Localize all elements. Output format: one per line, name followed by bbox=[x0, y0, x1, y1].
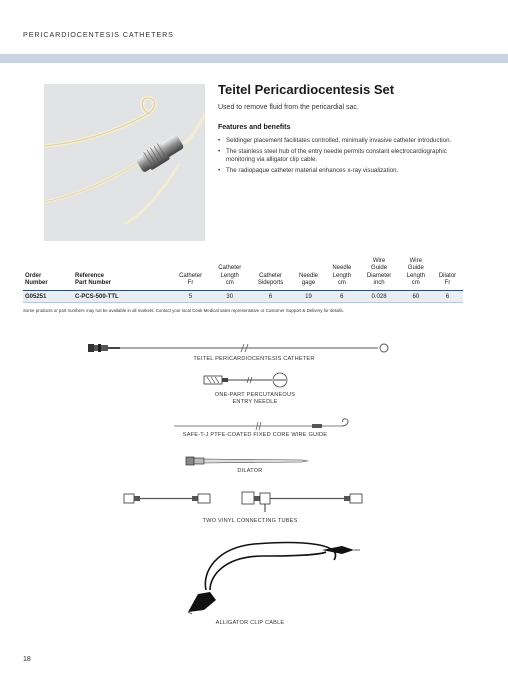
dilator-label: DILATOR bbox=[237, 468, 263, 474]
col-wire-guide-length: Wire Guide Length cm bbox=[406, 258, 425, 287]
col-order-number: Order Number bbox=[25, 272, 48, 287]
entry-needle-illustration bbox=[202, 372, 302, 388]
product-title: Teitel Pericardiocentesis Set bbox=[218, 82, 395, 97]
cell-wire-guide-length: 60 bbox=[412, 293, 420, 300]
features-heading: Features and benefits bbox=[218, 124, 291, 131]
cell-catheter-sideports: 6 bbox=[268, 293, 273, 300]
header-band bbox=[0, 54, 508, 63]
page-number: 18 bbox=[23, 656, 31, 663]
cell-wire-guide-diameter: 0.028 bbox=[371, 293, 387, 300]
feature-item: • The stainless steel hub of the entry needle permits constant electrocardiographic monitoring via alligator clip cable. bbox=[218, 148, 458, 165]
connecting-tubes-illustration bbox=[122, 486, 380, 516]
cell-catheter-length: 30 bbox=[226, 293, 234, 300]
entry-needle-label: ONE-PART PERCUTANEOUS ENTRY NEEDLE bbox=[214, 392, 296, 406]
dilator-illustration bbox=[184, 454, 314, 468]
col-catheter-length: Catheter Length cm bbox=[218, 265, 242, 287]
section-header: PERICARDIOCENTESIS CATHETERS bbox=[23, 30, 174, 39]
feature-item: • Seldinger placement facilitates controlled, minimally invasive catheter introduction. bbox=[218, 137, 458, 146]
cell-dilator-fr: 6 bbox=[445, 293, 450, 300]
col-wire-guide-diameter: Wire Guide Diameter inch bbox=[366, 258, 392, 287]
col-catheter-sideports: Catheter Sideports bbox=[257, 272, 284, 287]
alligator-cable-label: ALLIGATOR CLIP CABLE bbox=[215, 620, 285, 626]
wire-guide-label: SAFE-T-J PTFE-COATED FIXED CORE WIRE GUIDE bbox=[182, 432, 328, 438]
availability-footnote: Some products or part numbers may not be available in all markets. Contact your local Cook Medical sales representative or Customer Support & Delivery for details. bbox=[23, 308, 344, 313]
product-subtitle: Used to remove fluid from the pericardial sac. bbox=[218, 104, 359, 111]
connecting-tubes-label: TWO VINYL CONNECTING TUBES bbox=[202, 518, 298, 524]
cell-reference-part-number: C-PCS-500-TTL bbox=[75, 293, 119, 300]
table-header-row bbox=[23, 258, 463, 290]
cell-needle-length: 6 bbox=[340, 293, 344, 300]
cell-catheter-fr: 5 bbox=[188, 293, 193, 300]
table-row bbox=[23, 290, 463, 302]
catheter-label: TEITEL PERICARDIOCENTESIS CATHETER bbox=[193, 356, 315, 362]
alligator-cable-illustration bbox=[184, 538, 364, 620]
features-list bbox=[218, 137, 458, 177]
feature-item: • The radiopaque catheter material enhances x-ray visualization. bbox=[218, 167, 458, 176]
wire-guide-illustration bbox=[172, 416, 362, 432]
spec-table bbox=[23, 258, 463, 303]
col-needle-gage: Needle gage bbox=[298, 272, 318, 287]
cell-needle-gage: 19 bbox=[305, 293, 312, 300]
col-catheter-fr: Catheter Fr bbox=[179, 272, 203, 287]
cell-order-number: G05251 bbox=[25, 293, 47, 300]
col-needle-length: Needle Length cm bbox=[332, 265, 352, 287]
catheter-illustration bbox=[86, 338, 396, 358]
product-photo bbox=[44, 84, 205, 241]
col-reference-part-number: Reference Part Number bbox=[75, 272, 112, 287]
col-dilator-fr: Dilator Fr bbox=[438, 272, 457, 287]
